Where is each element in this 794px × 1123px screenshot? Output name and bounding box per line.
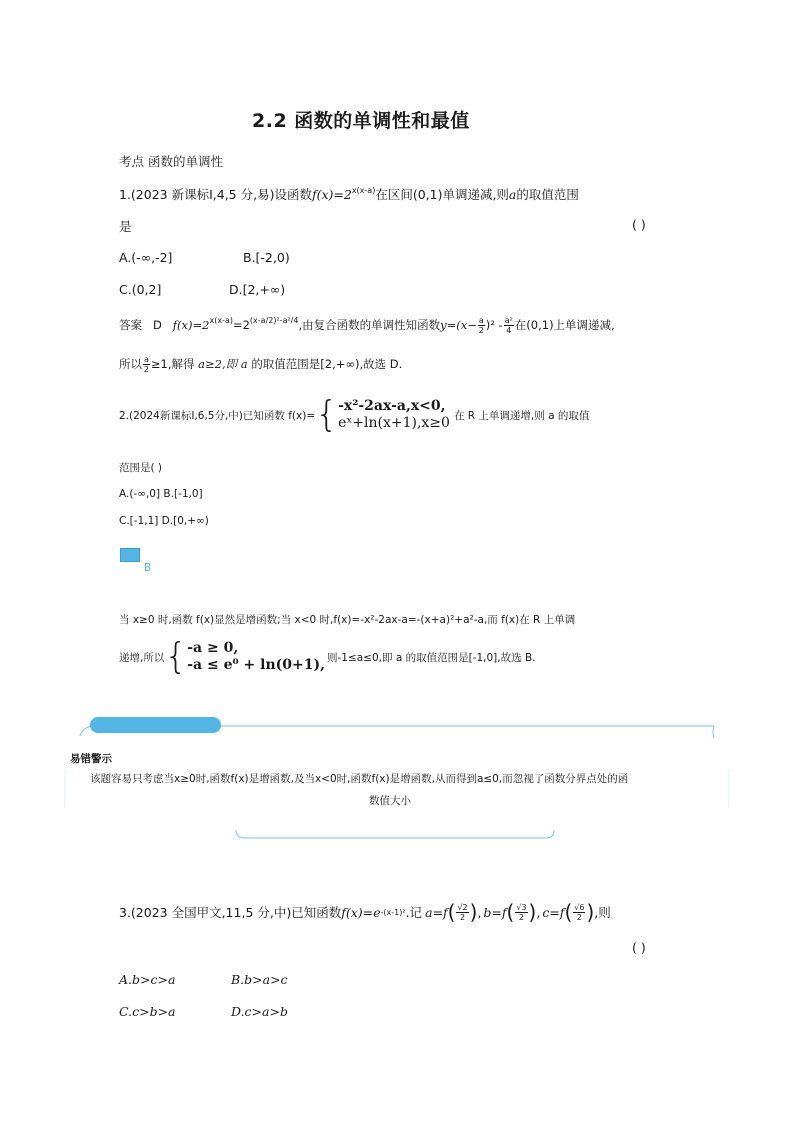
q3-option-b: B.b>a>c — [231, 972, 288, 987]
q1-answer-line: 答案 D $f(x)=2^{x(x-a)}=2^{(x-a/2)^2-a^2/4}$,由复合函数的单调性知函数y=(x− $\frac{a}{2}$ )² - $\frac{\text{a²}}{4}$ 在(0,1)上单调递减, — [119, 316, 615, 335]
q3-stem: 3.(2023 全国甲文,11,5 分,中)已知函数 f(x)=e -(x-1)² .记 a=f ( $\frac{√2}{2}$ ) , b=f ( $\frac{√3}{2}$ ) , c=f ( $\frac{√6}{2}$ ) ,则 — [119, 900, 611, 924]
q2-stem: 2.(2024新课标Ⅰ,6,5分,中)已知函数 f(x)= { -x²-2ax-a,x<0, eˣ+ln(x+1),x≥0 在 R 上单调递增,则 a 的取值 — [119, 394, 590, 435]
q3-answer-blank: ( ) — [632, 940, 646, 955]
q3-option-d: D.c>a>b — [231, 1004, 288, 1019]
q3-option-a: A.b>c>a — [119, 972, 176, 987]
warning-text-line2: 数值大小 — [369, 795, 411, 807]
q1-option-b: B.[-2,0) — [243, 250, 290, 265]
q2-answer-letter: B — [144, 562, 152, 574]
q1-option-a: A.(-∞,-2] — [119, 250, 173, 265]
section-heading: 考点 函数的单调性 — [119, 154, 223, 169]
q1-option-d: D.[2,+∞) — [229, 282, 286, 297]
warning-text-line1: 该题容易只考虑当x≥0时,函数f(x)是增函数,及当x<0时,函数f(x)是增函数,从而得到a≤0,而忽视了函数分界点处的函 — [90, 773, 629, 785]
q1-stem-line2: 是 — [119, 219, 132, 234]
page-title: 2.2 函数的单调性和最值 — [252, 110, 470, 132]
q3-option-c: C.c>b>a — [119, 1004, 176, 1019]
q1-answer-line2: 所以 $\frac{a}{2}$ ≥1,解得 a≥2,即 a 的取值范围是[2,+∞),故选 D. — [119, 355, 403, 374]
q2-options-row1: A.(-∞,0] B.[-1,0] — [119, 488, 203, 500]
q2-solution-line2: 递增,所以 { -a ≥ 0, -a ≤ e⁰ + ln(0+1), 则-1≤a≤0,即 a 的取值范围是[-1,0],故选 B. — [119, 636, 536, 677]
q2-solution-line1: 当 x≥0 时,函数 f(x)显然是增函数;当 x<0 时,f(x)=-x²-2ax-a=-(x+a)²+a²-a,而 f(x)在 R 上单调 — [119, 614, 576, 626]
q1-option-c: C.(0,2] — [119, 282, 162, 297]
q1-stem: 1.(2023 新课标Ⅰ,4,5 分,易)设函数$f(x)=2^{x(x-a)}$在区间(0,1)单调递减,则a的取值范围 — [119, 186, 579, 202]
q2-stem-line2: 范围是( ) — [119, 462, 163, 474]
warning-heading: 易错警示 — [70, 753, 112, 765]
q2-options-row2: C.[-1,1] D.[0,+∞) — [119, 515, 209, 527]
q1-answer-blank: ( ) — [632, 217, 646, 232]
